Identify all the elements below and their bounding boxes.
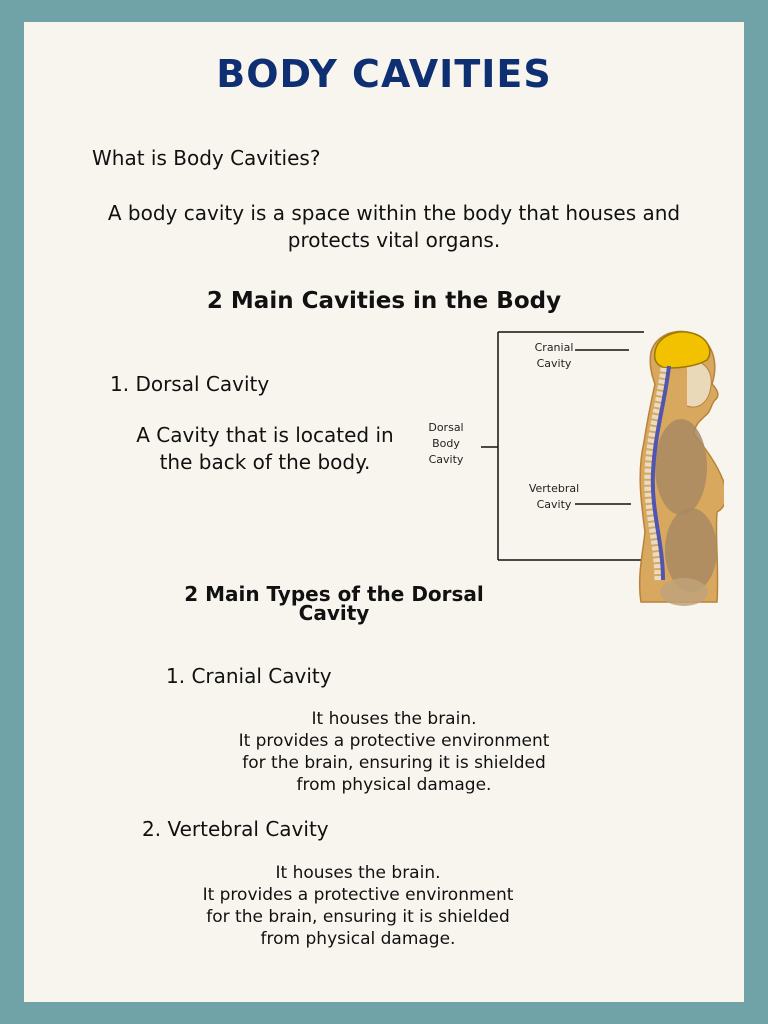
definition-text: A body cavity is a space within the body that houses and protects vital organs. bbox=[107, 201, 681, 252]
pelvis-shape bbox=[660, 578, 708, 606]
question-text: What is Body Cavities? bbox=[92, 146, 321, 170]
description-line: from physical damage. bbox=[296, 775, 492, 795]
label-line: Body bbox=[432, 437, 460, 450]
dorsal-cavity-description: A Cavity that is located in the back of the body. bbox=[136, 423, 394, 474]
description-line: It houses the brain. bbox=[275, 863, 441, 883]
description-line: from physical damage. bbox=[260, 929, 456, 949]
label-line: Cavity bbox=[536, 357, 572, 370]
diagram-bracket bbox=[481, 332, 644, 560]
lung-shape bbox=[655, 419, 707, 515]
label-line: Dorsal bbox=[428, 421, 464, 434]
description-line: for the brain, ensuring it is shielded bbox=[242, 753, 546, 773]
dorsal-cavity-diagram bbox=[419, 322, 724, 612]
vertebral-cavity-item: 2. Vertebral Cavity bbox=[142, 817, 329, 841]
cranial-cavity-item: 1. Cranial Cavity bbox=[166, 664, 332, 688]
types-heading-line: Cavity bbox=[298, 601, 370, 625]
description-line: It provides a protective environment bbox=[238, 731, 550, 751]
description-line: It provides a protective environment bbox=[202, 885, 514, 905]
section-heading: 2 Main Cavities in the Body bbox=[206, 288, 562, 314]
poster-card bbox=[24, 22, 744, 1002]
cranial-cavity-description bbox=[194, 708, 594, 796]
types-heading-line: 2 Main Types of the Dorsal bbox=[184, 582, 484, 606]
label-line: Cavity bbox=[428, 453, 464, 466]
description-line: for the brain, ensuring it is shielded bbox=[206, 907, 510, 927]
label-line: Vertebral bbox=[528, 482, 580, 495]
label-line: Cavity bbox=[536, 498, 572, 511]
types-heading bbox=[134, 582, 534, 625]
label-line: Cranial bbox=[534, 341, 574, 354]
brain-shape bbox=[655, 332, 710, 368]
dorsal-cavity-item: 1. Dorsal Cavity bbox=[110, 372, 270, 396]
description-line: It houses the brain. bbox=[311, 709, 477, 729]
page-title: BODY CAVITIES bbox=[216, 52, 552, 96]
vertebral-cavity-description bbox=[158, 862, 558, 950]
